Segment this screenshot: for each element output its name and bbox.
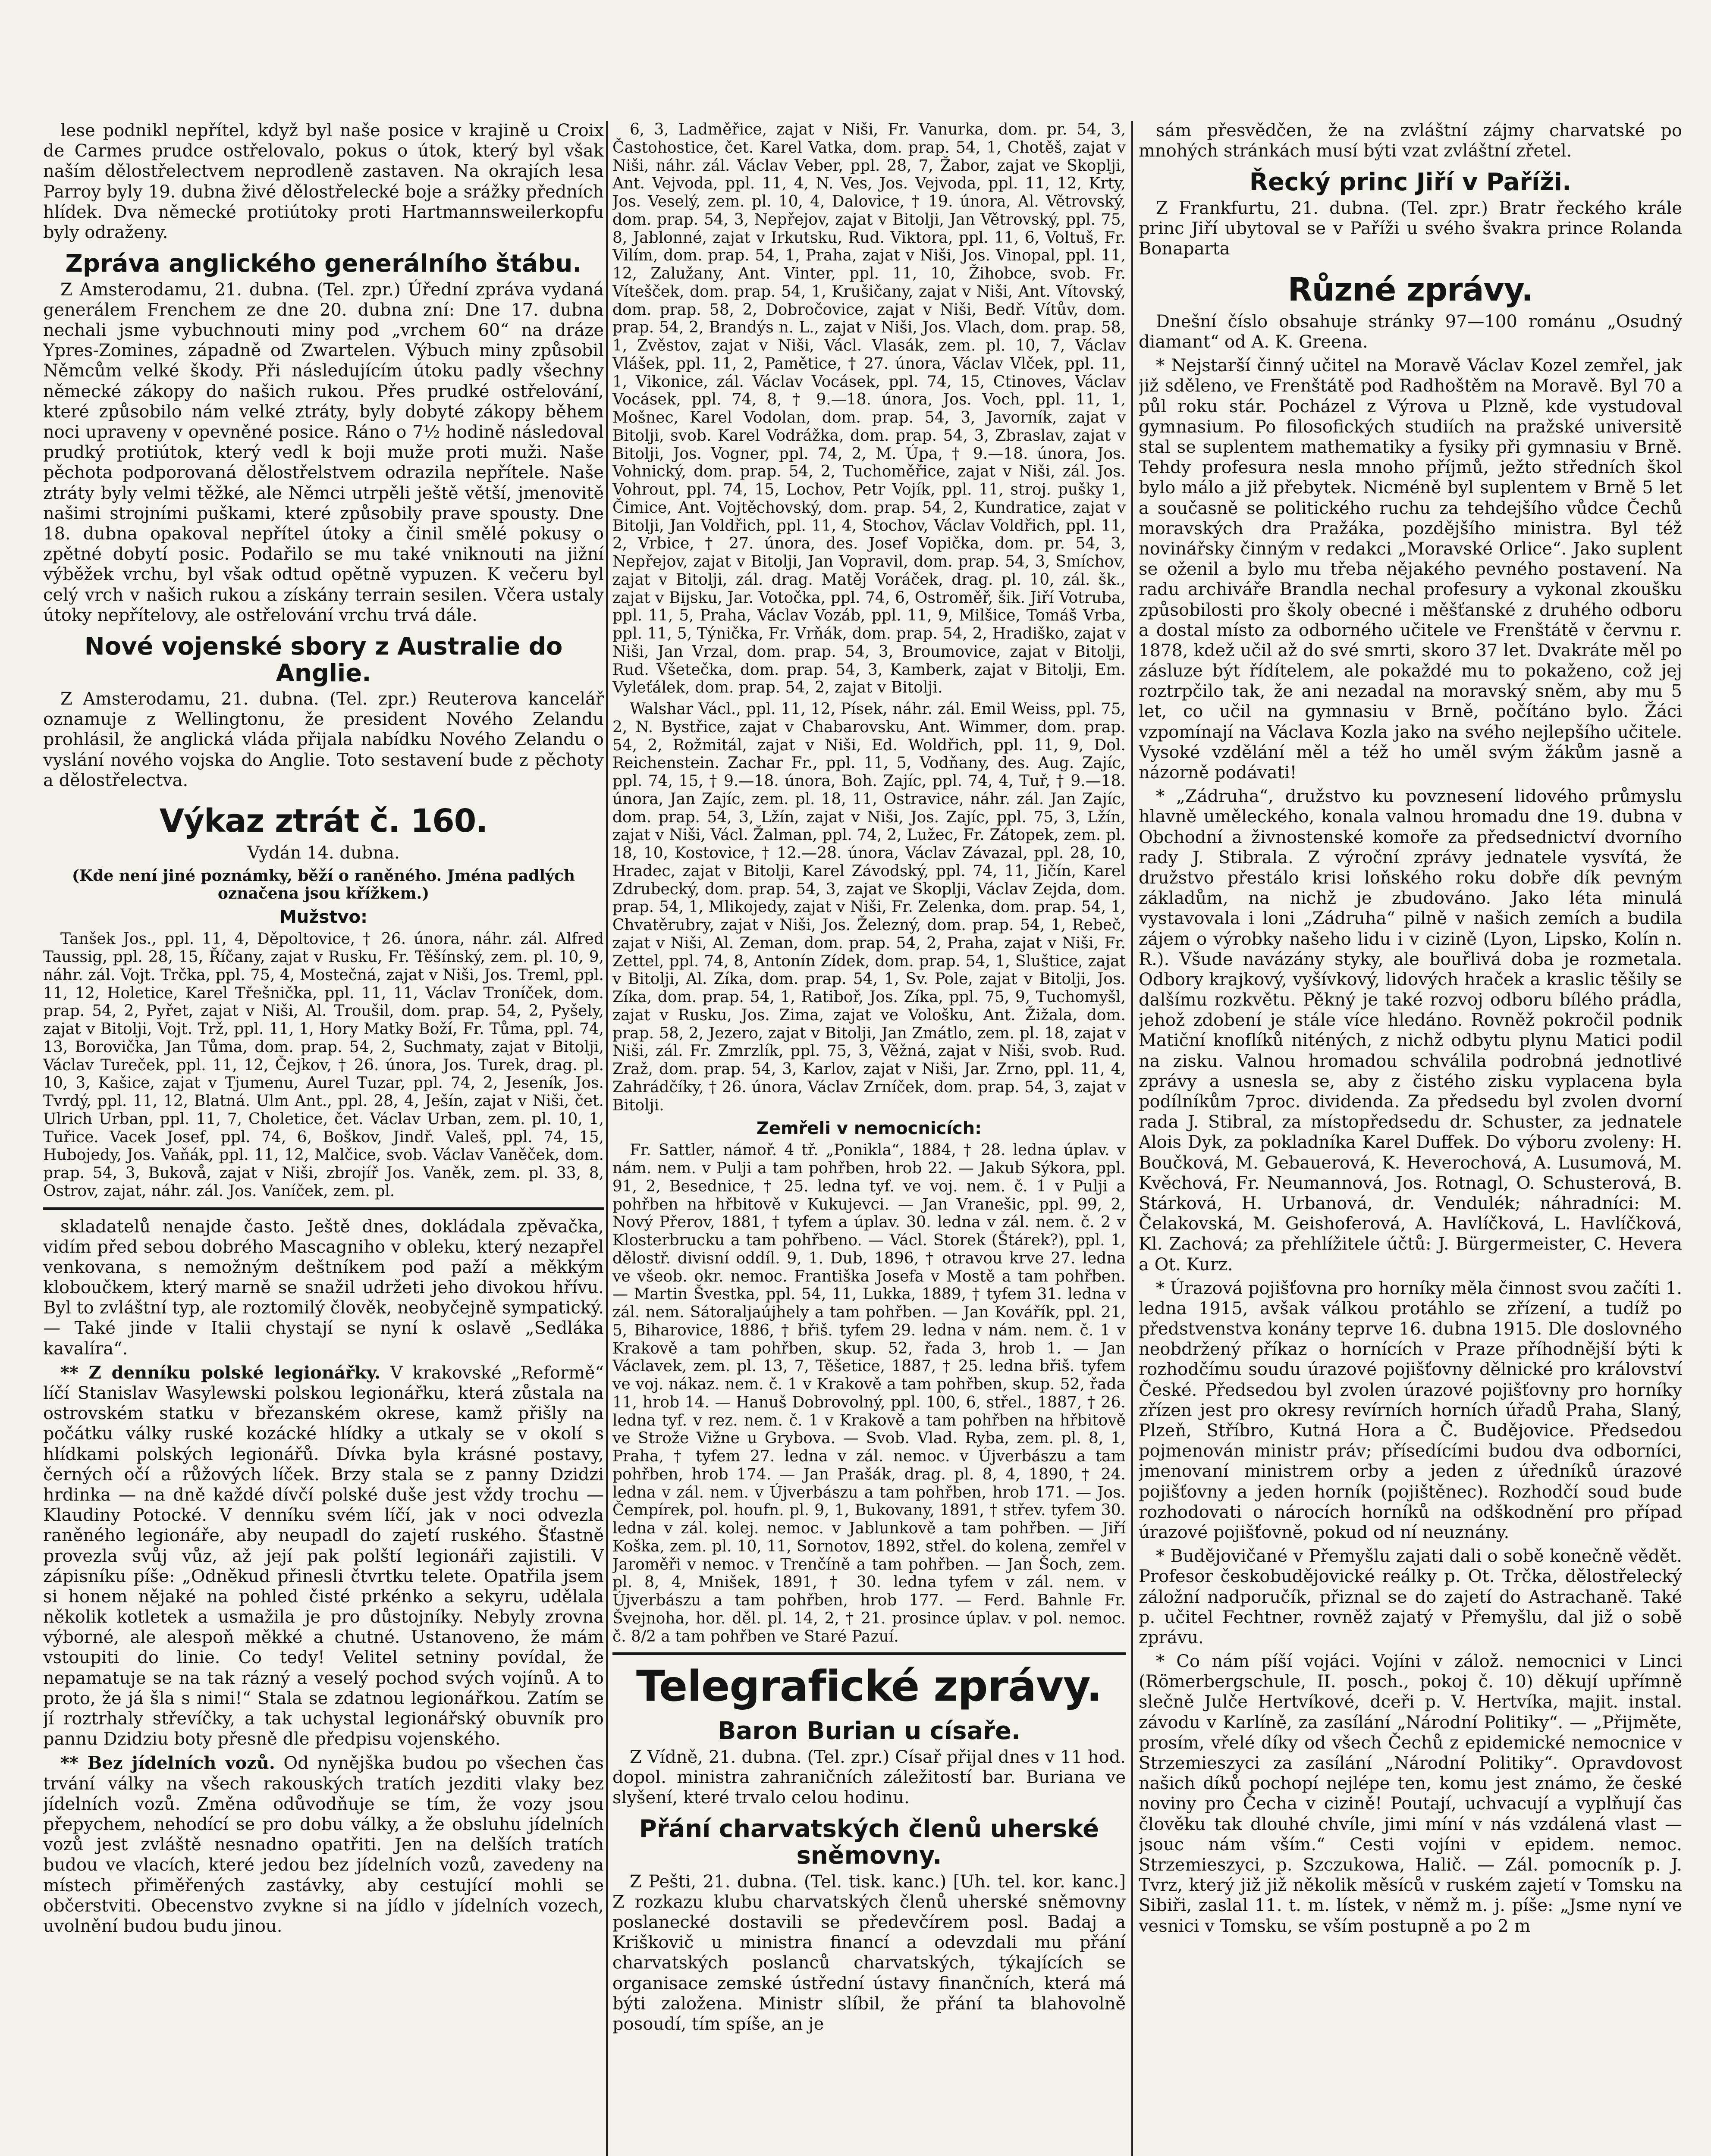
hospital-deaths-body: Fr. Sattler, námoř. 4 tř. „Ponikla“, 1884, † 28. ledna úplav. v nám. nem. v Pulji a tam pohřben, hrob 22. — Jakub Sýkora, ppl. 91, 2, Besednice, † 25. ledna tyf. ve voj. nem. č. 1 v Pulji a pohřben na hřbitově v Kukujevci. — Jan Vranešic, ppl. 99, 2, Nový Přerov, 1881, † tyfem a úplav. 30. ledna v zál. nem. č. 2 v Klosterbrucku a tam pohřbeno. — Václ. Storek (Štárek?), ppl. 1, dělostř. divisní oddíl. 9, 1. Dub, 1896, † otravou krve 27. ledna ve všeob. okr. nemoc. Františka Josefa v Mostě a tam pohřben. — Martin Švestka, ppl. 54, 11, Lukka, 1889, † tyfem 31. ledna v zál. nem. Sátoraljaújhely a tam pohřben. — Jan Kovářík, ppl. 21, 5, Biharovice, 1886, † břiš. tyfem 29. ledna v nám. nem. č. 1 v Krakově a tam pohřben, skup. 52, řada 3, hrob 1. — Jan Václavek, zem. pl. 13, 7, Těšetice, 1887, † 25. ledna břiš. tyfem ve voj. nákaz. nem. č. 1 v Krakově a tam pohřben, skup. 52, řada 11, hrob 14. — Hanuš Dobrovolný, ppl. 100, 6, střel., 1887, † 26. ledna tyf. v rez. nem. č. 1 v Krakově a tam pohřben na hřbitově ve Strože Vižne u Grybova. — Svob. Vlad. Ryba, zem. pl. 8, 1, Praha, † tyfem 27. ledna v zál. nemoc. v Újverbászu a tam pohřben, hrob 174. — Jan Prašák, drag. pl. 8, 4, 1890, † 24. ledna v zál. nem. v Újverbászu a tam pohřben, hrob 171. — Jos. Čempírek, pol. houfn. pl. 9, 1, Bukovany, 1891, † střev. tyfem 30. ledna v zál. kolej. nemoc. v Jablunkově a tam pohřben. — Jiří Koška, zem. pl. 10, 11, Sornotov, 1892, střel. do kolena, zemřel v Jaroměři v nemoc. v Trenčíně a tam pohřben. — Jan Šoch, zem. pl. 8, 4, Mnišek, 1891, † 30. ledna tyfem v zál. nem. v Újverbászu a tam pohřben, hrob 177. — Ferd. Bahnle Fr. Švejnoha, hor. děl. pl. 14, 2, † 21. prosince úplav. v pol. nemoc. č. 8/2 a tam pohřben ve Staré Pazuí. (612, 1141, 1126, 1645)
article-heading: Nové vojenské sbory z Australie do Anglie. (84, 632, 563, 687)
casualty-list-body: 6, 3, Ladměřice, zajat v Niši, Fr. Vanurka, dom. pr. 54, 3, Častohostice, čet. Karel Vatka, dom. prap. 54, 1, Chotěš, zajat v Niši, náhr. zál. Václav Veber, ppl. 28, 7, Žabor, zajat ve Skoplji, Ant. Vejvoda, ppl. 11, 4, N. Ves, Jos. Vejvoda, ppl. 11, 12, Krty, Jos. Veselý, zem. pl. 10, 4, Dalovice, † 19. února, Al. Větrovský, dom. prap. 54, 3, Nepřejov, zajat v Bitolji, Jan Větrovský, ppl. 75, 8, Jablonné, zajat v Irkutsku, Rud. Viktora, ppl. 11, 6, Voltuš, Fr. Vilím, dom. prap. 54, 1, Praha, zajat v Niši, Jos. Vinopal, ppl. 11, 12, Zalužany, Ant. Vinter, ppl. 11, 10, Žihobce, svob. Fr. Vítešček, dom. prap. 54, 1, Krušičany, zajat v Niši, Ant. Vítovský, dom. prap. 58, 2, Dobročovice, zajat v Niši, Bedř. Vítův, dom. prap. 54, 2, Brandýs n. L., zajat v Niši, Jos. Vlach, dom. prap. 58, 1, Zvěstov, zajat v Niši, Václ. Vlasák, zem. pl. 10, 7, Václav Vlášek, ppl. 11, 2, Pamětice, † 27. února, Václav Vlček, ppl. 11, 1, Vikonice, zál. Václav Vocásek, ppl. 74, 15, Ctinoves, Václav Vocásek, ppl. 74, 8, † 9.—18. února, Jos. Voch, ppl. 11, 1, Mošnec, Karel Vodolan, dom. prap. 54, 3, Javorník, zajat v Bitolji, svob. Karel Vodrážka, dom. prap. 54, 3, Zbraslav, zajat v Bitolji, Jos. Vogner, ppl. 74, 2, M. Úpa, † 9.—18. února, Jos. Vohnický, dom. prap. 54, 2, Tuchoměřice, zajat v Niši, zál. Jos. Vohrout, ppl. 74, 15, Lochov, Petr Vojík, ppl. 11, stroj. pušky 1, Čimice, Ant. Vojtěchovský, dom. prap. 54, 2, Kundratice, zajat v Bitolji, Jan Voldřich, ppl. 11, 4, Stochov, Václav Voldřich, ppl. 11, 2, Vrbice, † 27. února, des. Josef Vopička, dom. pr. 54, 3, Nepřejov, zajat v Bitolji, Jan Vopravil, dom. prap. 54, 3, Smíchov, zajat v Bitolji, zál. drag. Matěj Voráček, drag. pl. 10, zál. šk., zajat v Bijsku, Jar. Votočka, ppl. 74, 6, Ostroměř, šik. Jiří Votruba, ppl. 11, 5, Praha, Václav Vozáb, ppl. 11, 9, Milšice, Tomáš Vrba, ppl. 11, 5, Týnička, Fr. Vrňák, dom. prap. 54, 2, Hradiško, zajat v Niši, Jan Vrzal, dom. prap. 54, 3, Broumovice, zajat v Bitolji, Rud. Všetečka, dom. prap. 54, 3, Kamberk, zajat v Bitolji, Em. Vyleťálek, dom. prap. 54, 2, zajat v Bitolji. (612, 121, 1126, 697)
article-body: Z Pešti, 21. dubna. (Tel. tisk. kanc.) [Uh. tel. kor. kanc.] Z rozkazu klubu charvatských členů uherské sněmovny poslanecké dostavili se předevčírem posl. Badaj a Kriškovič u ministra financí a odevzdali mu přání charvatských poslanců charvatských, týkajících se organisace zemské ústřední ústavy finančních, která má býti založena. Ministr slíbil, že přání ta blahovolně posoudí, tím spíše, an je (612, 1871, 1126, 2034)
section-rule (612, 1652, 1126, 1655)
casualty-list-date: Vydán 14. dubna. (247, 843, 400, 863)
article-text: V krakovské „Reformě“ líčí Stanislav Wasylewski polskou legionářku, která zůstala na ostrovském statku v březanském okrese, kamž přišly na počátku války ruské kozácké hlídky a utkaly se v okolí s hlídkami polských legionářů. Dívka byla krásné postavy, černých očí a růžových líček. Brzy stala se z panny Dzidzi hrdinka — na dně každé dívčí polské duše jest vždy trochu — Klaudiny Potocké. V denníku svém líčí, jak v noci odvezla raněného legionáře, aby neupadl do zajetí ruského. Šťastně provezla svůj vůz, až její pak polští legionáři zajistili. V zápisníku píše: „Odněkud přinesli čtvrtku telete. Opatřila jsem si honem nějaké na pohled čisté prkénko a sekyru, udělala několik kotletek a usmažila je pro důstojníky. Nebyly zrovna výborné, ale alespoň měkké a chutné. Ustanoveno, že mám vstoupiti do linie. Co tedy! Velitel setniny povídal, že nepamatuje se na tak rázný a veselý pochod svých vojínů. A to proto, že já šla s nimi!“ Stala se zdatnou legionářkou. Zatím se jí roztrhaly střevíčky, a tak uchystal legionářský obuvník pro pannu Dzidziu boty přesně dle předpisu vojenského. (43, 1363, 604, 1749)
article-fragment: lese podnikl nepřítel, když byl naše posice v krajině u Croix de Carmes prudce ostřelovalo, pokus o útok, který byl však naším dělostřelectvem neprodleně zastaven. Na okrajích lesa Parroy byly 19. dubna živé dělostřelecké boje a srážky předních hlídek. Dva německé protiútoky proti Hartmannsweilerkopfu byly odraženy. (43, 121, 604, 242)
column-3 (1139, 121, 1682, 2156)
article-body (43, 1753, 604, 1937)
misc-news-intro: Dnešní číslo obsahuje stránky 97—100 románu „Osudný diamant“ od A. K. Greena. (1139, 311, 1682, 352)
article-body: Z Amsterodamu, 21. dubna. (Tel. zpr.) Úřední zpráva vydaná generálem Frenchem ze dne 20. dubna zní: Dne 17. dubna nechali jsme vybuchnouti miny pod „vrchem 60“ na dráze Ypres-Zomines, západně od Zwartelen. Výbuch miny způsobil Němcům velké škody. Při následujícím útoku padly všechny německé zákopy do našich rukou. Přes prudké ostřelování, které způsobilo nám velké ztráty, byly dobyté zákopy během noci upraveny v opevněné posice. Ráno o 7½ hodině následoval prudký protiútok, který vedl k boji muže proti muži. Naše pěchota podporovaná dělostřelstvem odrazila nepřítele. Naše ztráty byly velmi těžké, ale Němci utrpěli ještě větší, jmenovitě našimi strojními puškami, které způsobily prave spousty. Dne 18. dubna opakoval nepřítel útoky a činil smělé pokusy o zpětné dobytí posic. Podařilo se mu také vniknouti na jižní výběžek vrchu, byl však odtud opětně vypuzen. K večeru byl celý vrch v našich rukou a získány terrain sesilen. Včera ustaly útoky nepřítelovy, ale ostřelování vrchu trvá dále. (43, 279, 604, 625)
article-lead: ** Bez jídelních vozů. (60, 1753, 275, 1774)
newspaper-page (17, 17, 1694, 2156)
misc-news-item: * Budějovičané v Přemyšlu zajati dali o sobě konečně vědět. Profesor českobudějovické reálky p. Ot. Trčka, dělostřelecký záložní nadporučík, přiznal se do zajetí do Astrachaně. Také p. učitel Fechtner, rovněž zajatý v Přemyšlu, dal již o sobě zprávu. (1139, 1546, 1682, 1648)
article-lead: ** Z denníku polské legionářky. (60, 1362, 381, 1383)
misc-news-item: * Nejstarší činný učitel na Moravě Václav Kozel zemřel, jak již sděleno, ve Frenštátě pod Radhoštěm na Moravě. Byl 70 a půl roku stár. Pocházel z Výrova u Plzně, kde vystudoval gymnasium. Po filosofických studiích na pražské universitě stal se suplentem mathematiky a fysiky při gymnasiu v Brně. Tehdy profesura nesla mnoho příjmů, ježto středních škol bylo málo a již přebytek. Nicméně byl suplentem v Brně 5 let a současně se politického ruchu za tehdejšího vůdce Čechů moravských dra Pražáka, pozdějšího ministra. Byl též novinářsky činným v redakci „Moravské Orlice“. Jako suplent se oženil a bylo mu třeba nějakého pevného postavení. Na radu archiváře Brandla nechal profesury a vykonal zkoušku způsobilosti pro školy obecné i měšťanské z druhého odboru a dostal místo za odborného učitele ve Frenštátě v červnu r. 1878, kdež učil až do své smrti, skoro 37 let. Dvakráte měl po zásluze být řídítelem, ale pokaždé mu to pokaženo, což jej roztrpčilo tak, že ani nezadal na moravský sněm, aby mu 5 let, co učil na gymnasiu v Brně, počítáno bylo. Žáci vzpomínají na Václava Kozla jako na svého nejlepšího učitele. Vysoké vzdělání měl a též ho uměl svým žákům jasně a názorně podávati! (1139, 356, 1682, 783)
article-fragment: sám přesvědčen, že na zvláštní zájmy charvatské po mnohých stránkách musí býti vzat zvláštní zřetel. (1139, 121, 1682, 161)
article-heading: Přání charvatských členů uherské sněmovny. (639, 1815, 1099, 1870)
casualty-list-body: Tanšek Jos., ppl. 11, 4, Děpoltovice, † 26. února, náhr. zál. Alfred Taussig, ppl. 28, 15, Říčany, zajat v Rusku, Fr. Těšínský, zem. pl. 10, 9, náhr. zál. Vojt. Trčka, ppl. 75, 4, Mostečná, zajat v Niši, Jos. Treml, ppl. 11, 12, Holetice, Karel Třešnička, ppl. 11, 11, Václav Troníček, dom. prap. 54, 2, Pyřet, zajat v Niši, Al. Troušil, dom. prap. 54, 2, Pyšely, zajat v Bitolji, Vojt. Trž, ppl. 11, 1, Hory Matky Boží, Fr. Tůma, ppl. 74, 13, Borovička, Jan Tůma, dom. prap. 54, 2, Suchmaty, zajat v Bitolji, Václav Tureček, ppl. 11, 12, Čejkov, † 26. února, Jos. Turek, drag. pl. 10, 3, Kašice, zajat v Tjumenu, Aurel Tuzar, ppl. 74, 2, Jeseník, Jos. Tvrdý, ppl. 11, 12, Blatná. Ulm Ant., ppl. 28, 4, Ješín, zajat v Niši, čet. Ulrich Urban, ppl. 11, 7, Choletice, čet. Václav Urban, zem. pl. 10, 1, Tuřice. Vacek Josef, ppl. 74, 6, Boškov, Jindř. Valeš, ppl. 74, 15, Hubojedy, Jos. Vaňák, ppl. 11, 12, Malčice, svob. Václav Vaněček, dom. prap. 54, 3, Bukovå, zajat v Niši, zbrojíř Jos. Vaněk, zem. pl. 33, 8, Ostrov, zajat, náhr. zál. Jos. Vaníček, zem. pl. (43, 930, 604, 1200)
telegraph-heading: Telegrafické zprávy. (636, 1662, 1102, 1711)
casualty-list-heading: Výkaz ztrát č. 160. (159, 802, 488, 840)
column-1 (43, 121, 604, 2156)
column-2 (612, 121, 1126, 2156)
article-heading: Zpráva anglického generálního štábu. (65, 250, 582, 278)
column-separator (606, 121, 608, 2156)
hospital-deaths-heading: Zemřeli v nemocnicích: (756, 1119, 982, 1139)
article-body: Z Vídně, 21. dubna. (Tel. zpr.) Císař přijal dnes v 11 hod. dopol. ministra zahraničních záležitostí bar. Buriana ve slyšení, které trvalo celou hodinu. (612, 1747, 1126, 1808)
article-heading: Řecký princ Jiří v Paříži. (1249, 168, 1572, 197)
misc-news-item: * Co nám píší vojáci. Vojíni v zálož. nemocnici v Linci (Römerbergschule, II. posch., pokoj č. 10) děkují upřímně slečně Julče Hertvíkové, dceři p. V. Hertvíka, majit. instal. závodu v Karlíně, za zasílání „Národní Politiky“. — „Přijměte, prosím, vřelé díky od všech Čechů z epidemické nemocnice v Strzemieszyci za zasílání „Národní Politiky“. Opravdovost našich díků pochopí nejlépe ten, komu jest známo, že české noviny pro Čecha v cizině! Poutají, uchvacují a vyplňují čas člověku tak dlouhé chvíle, jimi míní v nás vzdálená vlast — jsouc nám vším.“ Cesti vojíni v epidem. nemoc. Strzemieszyci, p. Szczukowa, Halič. — Zál. pomocník p. J. Tvrz, který již již několik měsíců v ruském zajetí v Tomsku na Sibiři, zaslal 11. t. m. lístek, v němž m. j. píše: „Jsme nyní ve vesnici v Tomsku, se vším postupně a po 2 m (1139, 1651, 1682, 1936)
article-heading: Baron Burian u císaře. (717, 1717, 1021, 1745)
article-body: Z Amsterodamu, 21. dubna. (Tel. zpr.) Reuterova kancelář oznamuje z Wellingtonu, že president Nového Zelandu prohlásil, že anglická vláda přijala nabídku Nového Zelandu o vyslání nového vojska do Anglie. Toto sestavení bude z pěchoty a dělostřelectva. (43, 689, 604, 790)
misc-news-item: * „Zádruha“, družstvo ku povznesení lidového průmyslu hlavně uměleckého, konala valnou hromadu dne 19. dubna v Obchodní a živnostenské komoře za předsednictví dvorního rady J. Stibrala. Z výroční zprávy jednatele vysvítá, že družstvo přestálo krisi loňského roku dobře dík pevným základům, na nichž je zbudováno. Jako léta minulá vystavovala i loni „Zádruha“ pilně v našich zemích a budila zájem o výrobky našeho lidu i v cizině (Lyon, Lipsko, Kolín n. R.). Všude navázány styky, ale bouřlivá doba je rozmetala. Odbory krajkový, vyšívkový, lidových hraček a kraslic těšily se dalšímu rozkvětu. Pěkný je také rozvoj odboru bílého prádla, jehož zdobení je stále více hledáno. Rovněž pokročil podnik Matiční knoflíků niténých, z nichž odbytu plynu Matici podil na zisku. Valnou hromadou schválila podrobná jednotlivé zprávy a usnesla se, aby z čistého zisku vyplacena byla podílníkům 7proc. dividenda. Za předsedu byl zvolen dvorní rada J. Stibral, za místopředsedu dr. Schuster, za jednatele Alois Dyk, za pokladníka Karel Duffek. Do výboru zvoleny: H. Boučková, M. Gebauerová, K. Heverochová, A. Lusumová, M. Kvěchová, Fr. Neumannová, Jos. Rotnagl, O. Schusterová, B. Stárková, H. Urbanová, dr. Vendulék; náhradníci: M. Čelakovská, M. Geishoferová, A. Havlíčková, L. Havlíčková, Kl. Zachová; za přehlížitele účtů: J. Bürgermeister, C. Hevera a Ot. Kurz. (1139, 787, 1682, 1275)
casualty-list-note: (Kde není jiné poznámky, běží o raněného. Jména padlých označena jsou křížkem.) (72, 866, 575, 903)
section-rule (43, 1207, 604, 1210)
article-body: Z Frankfurtu, 21. dubna. (Tel. zpr.) Bratr řeckého krále princ Jiří ubytoval se v Paříži u svého švakra prince Rolanda Bonaparta (1139, 198, 1682, 259)
misc-news-item: * Úrazová pojišťovna pro horníky měla činnost svou začíti 1. ledna 1915, avšak válkou protáhlo se zřízení, a tudíž po předstvenstva konány teprve 16. dubna 1915. Dle doslovného neobdržený příkaz o hornících v Praze příhodnější býti k rozhodčímu soudu úrazové pojišťovny dělnické pro království České. Předsedou byl zvolen úrazové pojišťovny pro horníky zřízen jest pro okresy revírních horních úřadů Praha, Slaný, Plzeň, Stříbro, Kutná Hora a Č. Budějovice. Předsedou pojmenován ministr práv; přísedícími budou dva odborníci, jmenovaní ministrem orby a jeden z úředníků úrazové pojišťovny a jeden horník (pojištěnec). Rozhodčí soud bude rozhodovati o nárocích horníků na odškodnění pro případ úrazové pojišťovně, pokud od ní neuznány. (1139, 1278, 1682, 1542)
casualty-list-subheading: Mužstvo: (279, 907, 368, 928)
misc-news-heading: Různé zprávy. (1287, 271, 1533, 308)
article-text: Od nynějška budou po všechen čas trvání války na všech rakouských tratích jezditi vlaky bez jídelních vozů. Změna odůvodňuje se tím, že vozy jsou přepychem, nehodící se pro dobu války, a že obsluhu jídelních vozů jest zvláště nesnadno opatřiti. Jen na delších tratích budou ve vlacích, které jedou bez jídelních vozů, zavedeny na místech přiměřených zastávky, aby cestující mohli se občerstviti. Obecenstvo zvykne si na jídlo v jídelních vozech, uvolnění budou budu jinou. (43, 1753, 604, 1936)
article-body: skladatelů nenajde často. Ještě dnes, dokládala zpěvačka, vidím před sebou dobrého Mascagniho v obleku, který nezapřel venkovana, s nemožným deštníkem pod paží a měkkým kloboučkem, který marně se snažil udržeti jeho divokou hřívu. Byl to zvláštní typ, ale roztomilý člověk, neobyčejně sympatický. — Také jinde v Italii chystají se nyní k oslavě „Sedláka kavalíra“. (43, 1216, 604, 1359)
casualty-list-body: Walshar Václ., ppl. 11, 12, Písek, náhr. zál. Emil Weiss, ppl. 75, 2, N. Bystřice, zajat v Chabarovsku, Ant. Wimmer, dom. prap. 54, 2, Rožmitál, zajat v Niši, Ed. Woldřich, ppl. 11, 9, Dol. Reichenstein. Zachar Fr., ppl. 11, 5, Vodňany, des. Aug. Zajíc, ppl. 74, 15, † 9.—18. února, Boh. Zajíc, ppl. 74, 4, Tuř, † 9.—18. února, Jan Zajíc, zem. pl. 18, 11, Ostravice, náhr. zál. Jan Zajíc, dom. prap. 54, 3, Lžín, zajat v Niši, Jos. Zajíc, ppl. 75, 3, Lžín, zajat v Niši, Václ. Žalman, ppl. 74, 2, Lužec, Fr. Zátopek, zem. pl. 18, 10, Kostovice, † 12.—28. února, Václav Závazal, ppl. 28, 10, Hradec, zajat v Bitolji, Karel Závodský, ppl. 74, 11, Jičín, Karel Zdrubecký, dom. prap. 54, 3, zajat ve Skoplji, Václav Zejda, dom. prap. 54, 1, Mlikojedy, zajat v Niši, Fr. Zelenka, dom. prap. 54, 1, Chvatěrubry, zajat v Niši, Jos. Železný, dom. prap. 54, 1, Rebeč, zajat v Niši, Al. Zeman, dom. prap. 54, 2, Praha, zajat v Niši, Fr. Zettel, ppl. 74, 8, Antonín Zídek, dom. prap. 54, 1, Sluštice, zajat v Bitolji, Al. Zíka, dom. prap. 54, 1, Sv. Pole, zajat v Bitolji, Jos. Zíka, dom. prap. 54, 1, Ratiboř, Jos. Zíka, ppl. 75, 9, Tuchomyšl, zajat v Rusku, Jos. Zima, zajat ve Vološku, Ant. Žižala, dom. prap. 58, 2, Jezero, zajat v Bitolji, Jan Zmátlo, zem. pl. 18, zajat v Niši, zál. Fr. Zmrzlík, ppl. 75, 3, Věžná, zajat v Niši, svob. Rud. Zraž, dom. prap. 54, 3, Karlov, zajat v Niši, Jar. Zrno, ppl. 11, 4, Zahrádčíky, † 26. února, Václav Zrníček, dom. prap. 54, 3, zajat v Bitolji. (612, 700, 1126, 1114)
column-separator (1131, 121, 1133, 2156)
article-body (43, 1363, 604, 1750)
